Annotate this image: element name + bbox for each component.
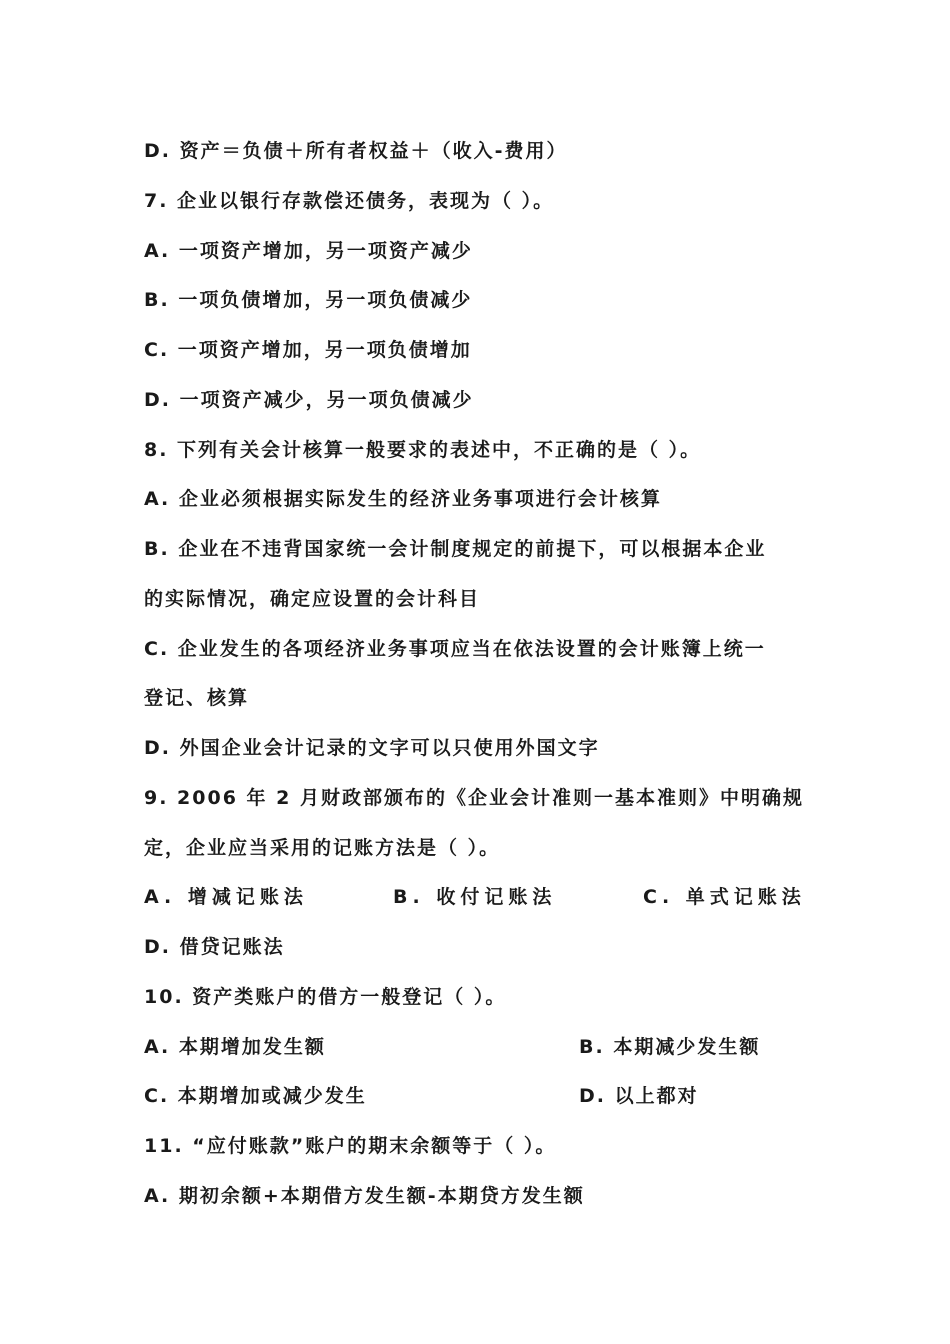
q8-option-a: A. 企业必须根据实际发生的经济业务事项进行会计核算 [144, 488, 662, 510]
q7-option-d: D. 一项资产减少，另一项负债减少 [144, 389, 474, 411]
q7-option-c: C. 一项资产增加，另一项负债增加 [144, 339, 472, 361]
question-8: 8. 下列有关会计核算一般要求的表述中，不正确的是（ ）。 [144, 439, 702, 461]
q7-option-b: B. 一项负债增加，另一项负债减少 [144, 289, 473, 311]
q10-option-a: A. 本期增加发生额 [144, 1036, 326, 1058]
question-9-line2: 定，企业应当采用的记账方法是（ ）。 [144, 837, 501, 859]
q10-option-d: D. 以上都对 [579, 1085, 699, 1107]
q9-option-a: A. 增减记账法 [144, 886, 308, 908]
q8-option-b-line1: B. 企业在不违背国家统一会计制度规定的前提下，可以根据本企业 [144, 538, 767, 560]
q8-option-c-line2: 登记、核算 [144, 687, 250, 709]
q10-option-b: B. 本期减少发生额 [579, 1036, 761, 1058]
q7-option-a: A. 一项资产增加，另一项资产减少 [144, 240, 473, 262]
q8-option-b-line2: 的实际情况，确定应设置的会计科目 [144, 588, 481, 610]
option-d-q6: D. 资产＝负债＋所有者权益＋（收入-费用） [144, 140, 568, 162]
question-10: 10. 资产类账户的借方一般登记（ ）。 [144, 986, 507, 1008]
q9-option-d: D. 借贷记账法 [144, 936, 285, 958]
q9-option-c: C. 单式记账法 [643, 886, 806, 908]
question-11: 11. “应付账款”账户的期末余额等于（ ）。 [144, 1135, 557, 1157]
q9-option-b: B. 收付记账法 [393, 886, 557, 908]
q8-option-d: D. 外国企业会计记录的文字可以只使用外国文字 [144, 737, 600, 759]
q8-option-c-line1: C. 企业发生的各项经济业务事项应当在依法设置的会计账簿上统一 [144, 638, 766, 660]
q11-option-a: A. 期初余额+本期借方发生额-本期贷方发生额 [144, 1185, 585, 1207]
q10-option-c: C. 本期增加或减少发生 [144, 1085, 367, 1107]
question-9-line1: 9. 2006 年 2 月财政部颁布的《企业会计准则一基本准则》中明确规 [144, 787, 804, 809]
question-7: 7. 企业以银行存款偿还债务，表现为（ ）。 [144, 190, 555, 212]
